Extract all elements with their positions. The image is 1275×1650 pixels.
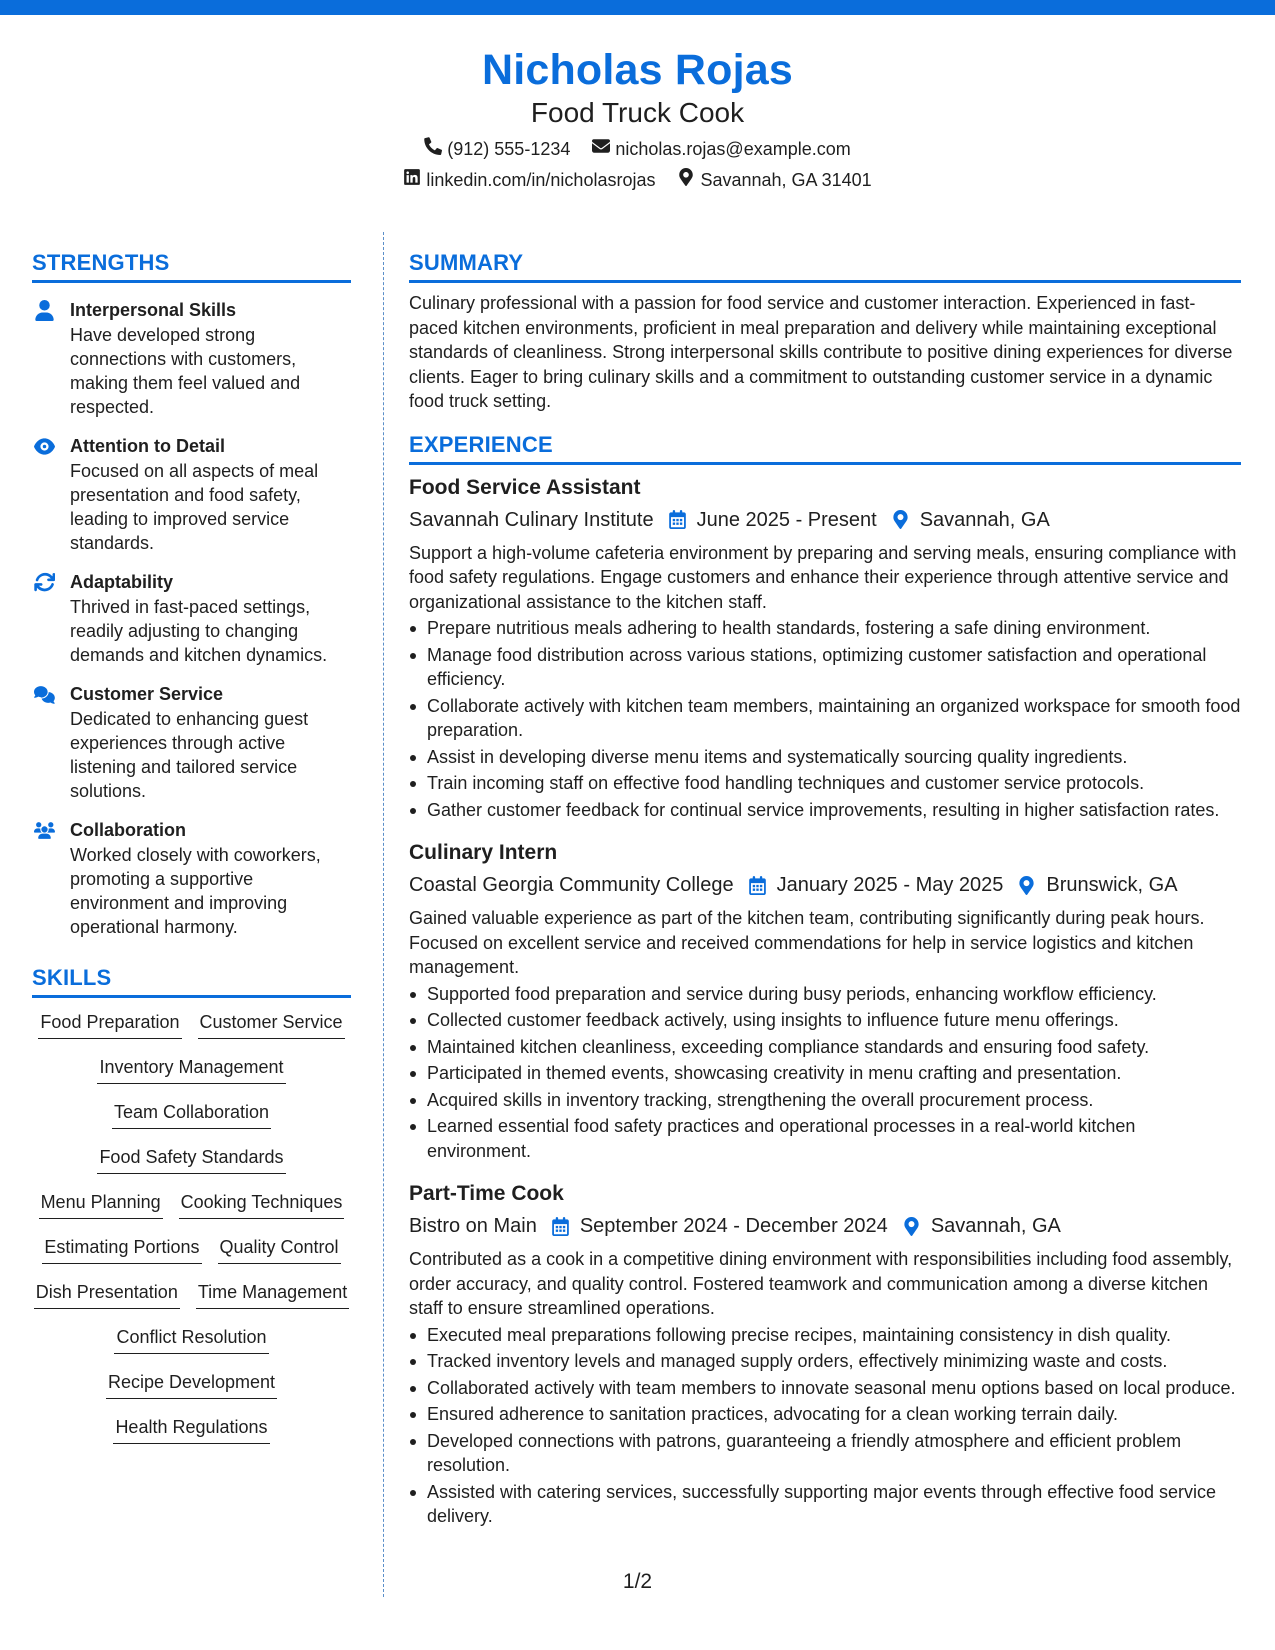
- job-dates: September 2024 - December 2024: [579, 1215, 888, 1237]
- email-text: nicholas.rojas@example.com: [615, 139, 851, 159]
- strength-desc: Worked closely with coworkers, promoting a supportive environment and improving operational harmony.: [70, 845, 321, 937]
- candidate-role: Food Truck Cook: [530, 97, 745, 128]
- top-accent-bar: [0, 0, 1275, 15]
- strength-title: Interpersonal Skills: [70, 300, 237, 320]
- users-icon: [32, 817, 56, 939]
- skill-tag: Conflict Resolution: [114, 1325, 268, 1354]
- bullet-item: Maintained kitchen cleanliness, exceeding compliance standards and ensuring food safety.: [409, 1035, 1241, 1060]
- job-entry: [409, 473, 1241, 823]
- calendar-icon: [748, 876, 767, 895]
- strength-title: Collaboration: [70, 820, 186, 840]
- job-bullets: [409, 616, 1241, 822]
- job-description: Gained valuable experience as part of the kitchen team, contributing significantly during peak hours. Focused on excellent service and received commendations for help in service logistics and kitchen management.: [409, 908, 1205, 977]
- location-contact: [677, 167, 871, 193]
- location-text: Savannah, GA 31401: [700, 170, 872, 190]
- strength-title: Customer Service: [70, 684, 224, 704]
- calendar-icon: [551, 1217, 570, 1236]
- job-company: Coastal Georgia Community College: [409, 874, 734, 896]
- contact-row-2: [0, 167, 1275, 193]
- skill-tag: Health Regulations: [113, 1415, 269, 1444]
- candidate-name: Nicholas Rojas: [481, 46, 794, 94]
- user-icon: [32, 297, 56, 419]
- bullet-item: Assist in developing diverse menu items and systematically sourcing quality ingredients.: [409, 745, 1241, 770]
- bullet-item: Developed connections with patrons, guaranteeing a friendly atmosphere and efficient problem resolution.: [409, 1429, 1241, 1478]
- skill-tag: Food Safety Standards: [97, 1145, 285, 1174]
- strength-desc: Have developed strong connections with customers, making them feel valued and respected.: [70, 325, 301, 417]
- skill-tag: Customer Service: [198, 1010, 345, 1039]
- experience-heading: EXPERIENCE: [409, 430, 1241, 465]
- bullet-item: Collaborated actively with team members to innovate seasonal menu options based on local produce.: [409, 1376, 1241, 1401]
- job-meta: [409, 1211, 1241, 1241]
- strength-title: Adaptability: [70, 572, 174, 592]
- bullet-item: Collected customer feedback actively, using insights to influence future menu offerings.: [409, 1008, 1241, 1033]
- sync-icon: [32, 569, 56, 667]
- job-description: Contributed as a cook in a competitive dining environment with responsibilities including food assembly, order accuracy, and quality control. Fostered teamwork and communication among a diverse kitchen staff to ensure streamlined operations.: [409, 1249, 1233, 1318]
- map-pin-icon: [902, 1217, 921, 1236]
- job-location: Savannah, GA: [930, 1215, 1061, 1237]
- contact-row-1: [0, 136, 1275, 162]
- page-number: 1/2: [622, 1570, 653, 1593]
- bullet-item: Assisted with catering services, successfully supporting major events through effective food service delivery.: [409, 1480, 1241, 1529]
- skill-tag: Food Preparation: [38, 1010, 181, 1039]
- bullet-item: Gather customer feedback for continual service improvements, resulting in higher satisfaction rates.: [409, 798, 1241, 823]
- bullet-item: Acquired skills in inventory tracking, strengthening the overall procurement process.: [409, 1088, 1241, 1113]
- bullet-item: Participated in themed events, showcasing creativity in menu crafting and presentation.: [409, 1061, 1241, 1086]
- strength-desc: Dedicated to enhancing guest experiences through active listening and tailored service solutions.: [70, 709, 309, 801]
- left-column: [32, 248, 351, 1460]
- strength-item: [32, 817, 351, 939]
- map-pin-icon: [1017, 876, 1036, 895]
- skills-heading: SKILLS: [32, 963, 351, 998]
- linkedin-contact[interactable]: [403, 167, 655, 193]
- job-entry: [409, 1179, 1241, 1529]
- resume-header: [0, 44, 1275, 193]
- strength-item: [32, 433, 351, 555]
- phone-contact[interactable]: [424, 136, 570, 162]
- bullet-item: Supported food preparation and service during busy periods, enhancing workflow efficiency.: [409, 982, 1241, 1007]
- skill-tag: Quality Control: [218, 1235, 341, 1264]
- summary-text: Culinary professional with a passion for food service and customer interaction. Experienced in fast-paced kitchen environments, proficient in meal preparation and delivery while maintaining exceptional standards of cleanliness. Strong interpersonal skills contribute to positive dining experiences for diverse clients. Eager to bring culinary skills and a commitment to outstanding customer service in a dynamic food truck setting.: [409, 293, 1233, 411]
- job-dates: January 2025 - May 2025: [776, 874, 1004, 896]
- job-bullets: [409, 982, 1241, 1164]
- strength-desc: Focused on all aspects of meal presentation and food safety, leading to improved service standards.: [70, 461, 319, 553]
- skill-tag: Recipe Development: [106, 1370, 277, 1399]
- skill-tag: Dish Presentation: [34, 1280, 180, 1309]
- bullet-item: Ensured adherence to sanitation practices, advocating for a clean working terrain daily.: [409, 1402, 1241, 1427]
- strength-title: Attention to Detail: [70, 436, 225, 456]
- bullet-item: Train incoming staff on effective food handling techniques and customer service protocols.: [409, 771, 1241, 796]
- job-bullets: [409, 1323, 1241, 1529]
- skill-tag: Menu Planning: [39, 1190, 163, 1219]
- comments-icon: [32, 681, 56, 803]
- eye-icon: [32, 433, 56, 555]
- job-meta: [409, 870, 1241, 900]
- skill-tag: Estimating Portions: [42, 1235, 201, 1264]
- strength-item: [32, 569, 351, 667]
- strength-item: [32, 297, 351, 419]
- job-title: Culinary Intern: [409, 841, 558, 864]
- linkedin-text: linkedin.com/in/nicholasrojas: [426, 170, 656, 190]
- column-divider: [383, 232, 384, 1597]
- summary-heading: SUMMARY: [409, 248, 1241, 283]
- skill-tag: Inventory Management: [97, 1055, 285, 1084]
- map-pin-icon: [677, 167, 695, 193]
- job-title: Food Service Assistant: [409, 475, 641, 499]
- skill-tag: Time Management: [196, 1280, 349, 1309]
- linkedin-icon: [403, 167, 421, 193]
- calendar-icon: [668, 510, 687, 529]
- bullet-item: Tracked inventory levels and managed supply orders, effectively minimizing waste and costs.: [409, 1349, 1241, 1374]
- job-company: Savannah Culinary Institute: [409, 508, 654, 531]
- job-dates: June 2025 - Present: [696, 508, 877, 531]
- envelope-icon: [592, 136, 610, 162]
- right-column: [409, 248, 1241, 1529]
- job-meta: [409, 505, 1241, 535]
- strength-item: [32, 681, 351, 803]
- skill-tag: Team Collaboration: [112, 1100, 271, 1129]
- phone-icon: [424, 136, 442, 162]
- job-title: Part-Time Cook: [409, 1182, 564, 1205]
- job-company: Bistro on Main: [409, 1215, 537, 1237]
- job-description: Support a high-volume cafeteria environment by preparing and serving meals, ensuring compliance with food safety regulations. Engage customers and enhance their experience through attentive service and organizational assistance to the kitchen staff.: [409, 542, 1237, 612]
- skills-list: [32, 1010, 351, 1460]
- bullet-item: Collaborate actively with kitchen team members, maintaining an organized workspace for smooth food preparation.: [409, 694, 1241, 743]
- skill-tag: Cooking Techniques: [179, 1190, 345, 1219]
- bullet-item: Prepare nutritious meals adhering to health standards, fostering a safe dining environment.: [409, 616, 1241, 641]
- bullet-item: Executed meal preparations following precise recipes, maintaining consistency in dish quality.: [409, 1323, 1241, 1348]
- bullet-item: Learned essential food safety practices and operational processes in a real-world kitchen environment.: [409, 1114, 1241, 1163]
- job-entry: [409, 838, 1241, 1163]
- phone-text: (912) 555-1234: [447, 139, 571, 159]
- job-location: Savannah, GA: [919, 508, 1050, 531]
- strengths-heading: STRENGTHS: [32, 248, 351, 283]
- bullet-item: Manage food distribution across various stations, optimizing customer satisfaction and operational efficiency.: [409, 643, 1241, 692]
- email-contact[interactable]: [592, 136, 850, 162]
- map-pin-icon: [891, 510, 910, 529]
- job-location: Brunswick, GA: [1046, 874, 1178, 896]
- strength-desc: Thrived in fast-paced settings, readily adjusting to changing demands and kitchen dynamics.: [70, 597, 328, 665]
